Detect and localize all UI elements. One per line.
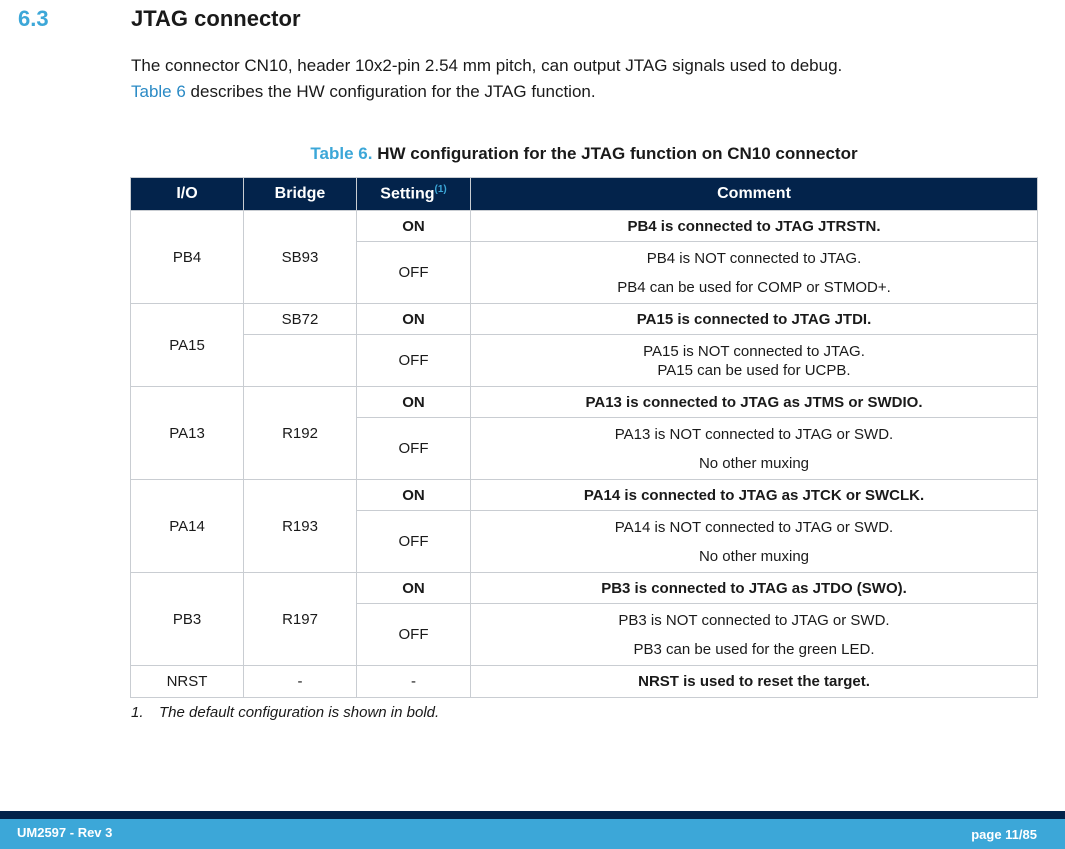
- setting-off-cell: OFF: [357, 511, 471, 573]
- comment-on-cell: PA13 is connected to JTAG as JTMS or SWDIO.: [471, 387, 1038, 418]
- bridge-cell: SB72: [244, 304, 357, 335]
- bridge-cell: R197: [244, 573, 357, 666]
- footer-divider: [0, 811, 1065, 819]
- comment-on-cell: PA14 is connected to JTAG as JTCK or SWCLK.: [471, 480, 1038, 511]
- table-caption: [131, 144, 1037, 164]
- comment-off-cell: [471, 335, 1038, 387]
- footer-doc-id: UM2597 - Rev 3: [17, 825, 113, 840]
- comment-off-cell: [471, 418, 1038, 480]
- table-caption-label: Table 6.: [310, 144, 373, 163]
- table-row: [131, 211, 1038, 242]
- comment-line: PA15 can be used for UCPB.: [657, 361, 851, 379]
- bridge-cell: R192: [244, 387, 357, 480]
- table-6-link[interactable]: Table 6: [131, 82, 186, 101]
- setting-on-cell: ON: [357, 387, 471, 418]
- setting-off-cell: OFF: [357, 418, 471, 480]
- header-io: I/O: [131, 178, 244, 211]
- intro-line-1: The connector CN10, header 10x2-pin 2.54 mm pitch, can output JTAG signals used to debug.: [131, 56, 843, 75]
- header-bridge: Bridge: [244, 178, 357, 211]
- comment-line: PB4 is NOT connected to JTAG.: [646, 249, 862, 267]
- header-setting-label: Setting: [380, 185, 435, 203]
- comment-off-cell: [471, 604, 1038, 666]
- setting-cell: -: [357, 666, 471, 698]
- table-caption-text: HW configuration for the JTAG function on CN10 connector: [377, 144, 858, 163]
- header-setting: [357, 178, 471, 211]
- io-cell: PB4: [131, 211, 244, 304]
- table-row: [131, 387, 1038, 418]
- comment-line: No other muxing: [698, 454, 810, 472]
- page-footer: [0, 819, 1065, 849]
- io-cell: NRST: [131, 666, 244, 698]
- bridge-cell: R193: [244, 480, 357, 573]
- comment-on-cell: PA15 is connected to JTAG JTDI.: [471, 304, 1038, 335]
- table-header-row: [131, 178, 1038, 211]
- table-footnote: [131, 704, 439, 721]
- comment-off-cell: [471, 242, 1038, 304]
- setting-off-cell: OFF: [357, 335, 471, 387]
- bridge-cell-empty: [244, 335, 357, 387]
- comment-line: No other muxing: [698, 547, 810, 565]
- io-cell: PA13: [131, 387, 244, 480]
- table-row: [131, 480, 1038, 511]
- setting-on-cell: ON: [357, 304, 471, 335]
- comment-on-cell: PB4 is connected to JTAG JTRSTN.: [471, 211, 1038, 242]
- comment-line: PB3 can be used for the green LED.: [633, 640, 875, 658]
- io-cell: PA14: [131, 480, 244, 573]
- intro-line-2-text: describes the HW configuration for the JTAG function.: [185, 82, 596, 101]
- comment-line: PA13 is NOT connected to JTAG or SWD.: [614, 425, 894, 443]
- footnote-number: 1.: [131, 704, 144, 721]
- jtag-config-table: [130, 177, 1038, 698]
- table-row: [131, 335, 1038, 387]
- table-row: [131, 666, 1038, 698]
- io-cell: PA15: [131, 304, 244, 387]
- comment-line: PB3 is NOT connected to JTAG or SWD.: [618, 611, 890, 629]
- comment-off-cell: [471, 511, 1038, 573]
- bridge-cell: SB93: [244, 211, 357, 304]
- comment-line: PB4 can be used for COMP or STMOD+.: [617, 278, 891, 296]
- comment-line: PA14 is NOT connected to JTAG or SWD.: [614, 518, 894, 536]
- intro-paragraph: [131, 53, 1031, 105]
- footnote-text: The default configuration is shown in bold.: [159, 704, 440, 721]
- table-row: [131, 573, 1038, 604]
- header-comment: Comment: [471, 178, 1038, 211]
- intro-line-2: [131, 79, 1031, 105]
- header-setting-footnote-ref[interactable]: (1): [434, 184, 447, 196]
- setting-on-cell: ON: [357, 480, 471, 511]
- footer-page-number: page 11/85: [971, 827, 1037, 842]
- setting-on-cell: ON: [357, 211, 471, 242]
- bridge-cell: -: [244, 666, 357, 698]
- section-title: JTAG connector: [131, 6, 301, 31]
- table-row: [131, 304, 1038, 335]
- setting-on-cell: ON: [357, 573, 471, 604]
- comment-cell: NRST is used to reset the target.: [471, 666, 1038, 698]
- comment-line: PA15 is NOT connected to JTAG.: [643, 342, 865, 360]
- comment-on-cell: PB3 is connected to JTAG as JTDO (SWO).: [471, 573, 1038, 604]
- setting-off-cell: OFF: [357, 604, 471, 666]
- section-number: 6.3: [18, 6, 49, 31]
- io-cell: PB3: [131, 573, 244, 666]
- setting-off-cell: OFF: [357, 242, 471, 304]
